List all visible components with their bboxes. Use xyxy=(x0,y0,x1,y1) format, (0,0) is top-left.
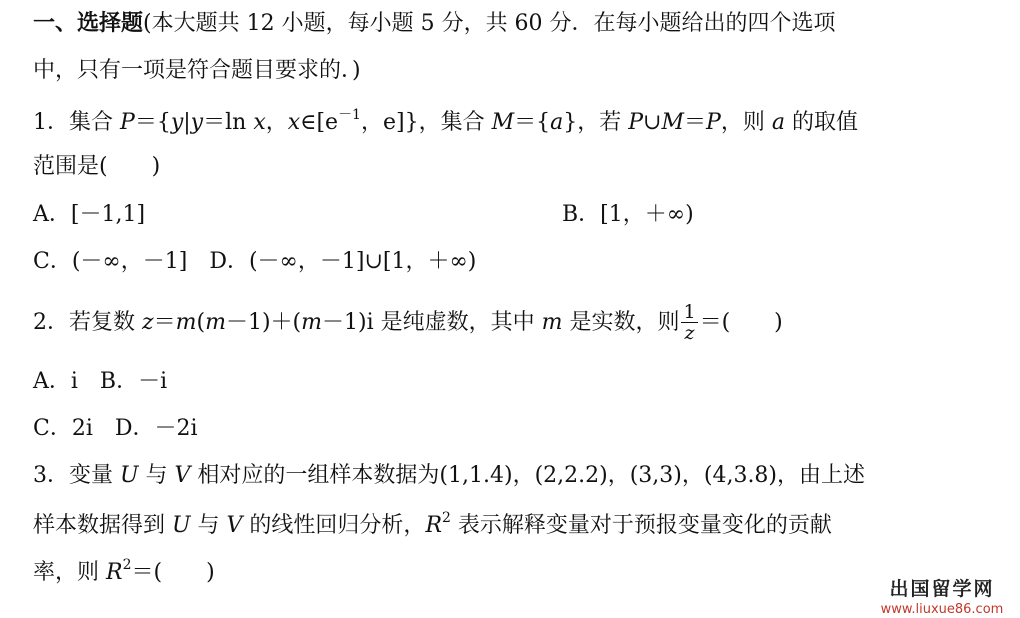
q1-text: ＝ xyxy=(684,110,707,135)
section-intro-2: 中，只有一项是符合题目要求的．) xyxy=(33,58,361,83)
question-1-options-ab xyxy=(33,204,933,226)
q1-var: x xyxy=(253,110,266,135)
q2-var: m xyxy=(301,310,322,335)
question-3-stem-cont xyxy=(33,511,832,537)
q1-var: M xyxy=(491,110,515,135)
fraction-numerator: 1 xyxy=(683,301,696,323)
q1-text: 的取值 xyxy=(784,110,858,135)
q3-text: 样本数据得到 xyxy=(33,513,172,538)
q2-var: m xyxy=(205,310,226,335)
q1-var: x xyxy=(287,110,301,135)
q1-text: 1．集合 xyxy=(33,110,120,135)
q3-var: V xyxy=(174,463,191,488)
q3-text: 与 xyxy=(138,463,175,488)
q3-text: 相对应的一组样本数据为(1,1.4)，(2,2.2)，(3,3)，(4,3.8)，由上述 xyxy=(190,463,866,488)
q1-var: M xyxy=(661,110,685,135)
question-3-stem xyxy=(33,465,865,487)
q2-fraction xyxy=(681,303,697,343)
q2-text: －1)＋( xyxy=(225,310,302,335)
q1-superscript: －1 xyxy=(338,107,361,123)
q1-option-cd: C．(－∞，－1] D．(－∞，－1]∪[1，＋∞) xyxy=(33,249,477,274)
q1-text: ＝ln xyxy=(203,110,254,135)
question-2-options-ab xyxy=(33,371,167,393)
q1-var: P xyxy=(628,110,644,135)
watermark-name: 出国留学网 xyxy=(889,578,995,600)
q1-var: P xyxy=(120,110,135,135)
q1-text: ∪ xyxy=(643,110,662,135)
q2-text: ( xyxy=(196,310,206,335)
q3-text: 表示解释变量对于预报变量变化的贡献 xyxy=(450,513,832,538)
question-2-stem xyxy=(33,300,783,346)
q3-text: ＝( ) xyxy=(131,560,215,585)
section-intro-1: (本大题共 12 小题，每小题 5 分，共 60 分．在每小题给出的四个选项 xyxy=(143,11,836,36)
q1-text: ＝{ xyxy=(514,110,551,135)
question-1-stem xyxy=(33,108,858,134)
section-heading-line-1 xyxy=(33,12,836,35)
section-heading: 一、选择题 xyxy=(33,10,144,36)
question-1-options-cd xyxy=(33,251,476,273)
q3-superscript: 2 xyxy=(122,557,132,573)
q1-text: | xyxy=(183,110,191,135)
section-heading-line-2 xyxy=(33,60,361,82)
q1-text: ，e]}，集合 xyxy=(360,110,492,135)
q1-text: 范围是( ) xyxy=(33,154,161,179)
q1-text: ∈[e xyxy=(300,110,339,135)
fraction-denominator: z xyxy=(681,322,697,343)
q2-text: ＝( ) xyxy=(699,310,783,335)
q2-var: m xyxy=(541,310,563,335)
q2-text: ＝ xyxy=(153,310,176,335)
q3-text: 与 xyxy=(190,513,227,538)
q1-text: ， xyxy=(265,110,288,135)
q1-var: a xyxy=(550,110,564,135)
q2-option-cd: C．2i D．－2i xyxy=(33,416,198,441)
q1-var: y xyxy=(190,110,204,135)
question-2-options-cd xyxy=(33,418,198,440)
q2-var: z xyxy=(142,310,154,335)
q2-option-ab: A．i B．－i xyxy=(33,369,168,394)
q2-text: －1)i 是纯虚数，其中 xyxy=(322,310,542,335)
q3-var: U xyxy=(120,463,139,488)
q3-var: R xyxy=(106,560,123,585)
q2-var: m xyxy=(175,310,197,335)
q1-var: P xyxy=(706,110,721,135)
question-1-stem-cont xyxy=(33,156,160,178)
watermark-url: www.liuxue86.com xyxy=(880,602,1004,617)
q3-superscript: 2 xyxy=(442,510,451,526)
q1-text: ＝{ xyxy=(134,110,171,135)
q1-var: y xyxy=(170,110,184,135)
q1-text: }，若 xyxy=(563,110,629,135)
question-3-stem-end xyxy=(33,558,215,584)
q3-text: 3．变量 xyxy=(33,463,120,488)
q3-var: V xyxy=(226,513,243,538)
q3-var: U xyxy=(172,513,191,538)
q2-text: 2．若复数 xyxy=(33,310,142,335)
q1-option-a: A．[－1,1] xyxy=(33,202,146,227)
q3-var: R xyxy=(425,513,443,538)
watermark-logo xyxy=(874,574,1010,617)
q1-text: ，则 xyxy=(720,110,772,135)
q2-text: 是实数，则 xyxy=(562,310,680,335)
q3-text: 的线性回归分析， xyxy=(242,513,426,538)
q3-text: 率，则 xyxy=(33,560,106,585)
q1-var: a xyxy=(771,110,785,135)
q1-option-b: B．[1，＋∞) xyxy=(562,202,694,227)
